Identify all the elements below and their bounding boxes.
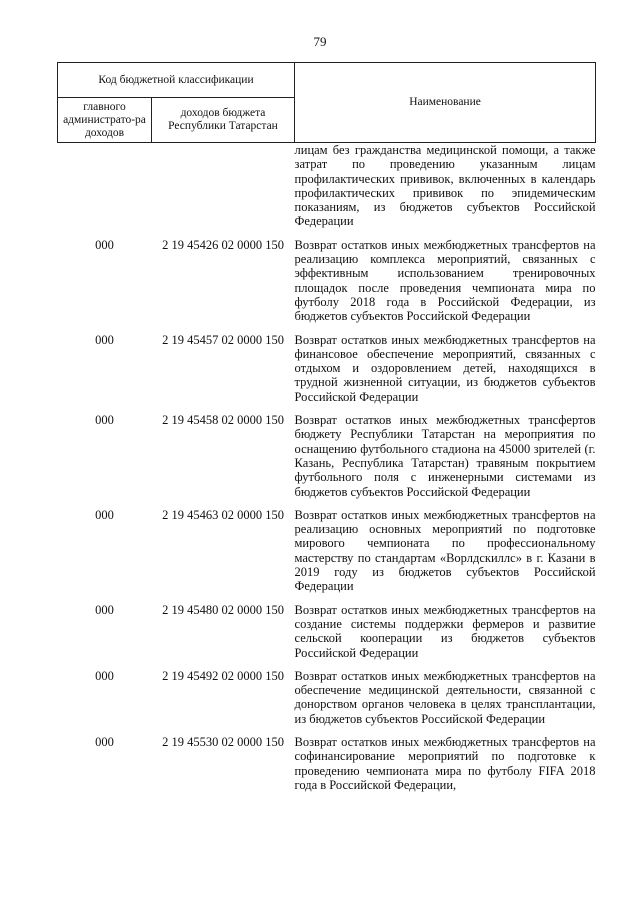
row-admin-code: 000: [95, 237, 114, 252]
row-revenue-code: 2 19 45530 02 0000 150: [162, 734, 284, 749]
row-revenue-code: 2 19 45458 02 0000 150: [162, 413, 284, 428]
table-row-continuation: [58, 143, 596, 238]
row-admin-code: 000: [95, 413, 114, 428]
row-admin-code: 000: [95, 332, 114, 347]
page-number: 79: [313, 34, 327, 49]
row-admin-code: 000: [95, 507, 114, 522]
table-row: [58, 508, 596, 603]
row-name: Возврат остатков иных межбюджетных трансфертов на финансовое обеспечение мероприятий, связанных с отдыхом и оздоровлением детей, находящихся в трудной жизненной ситуации, из бюджетов субъектов Российской Федерации: [294, 332, 596, 404]
table-row: [58, 413, 596, 508]
row-name: Возврат остатков иных межбюджетных трансфертов на обеспечение медицинской деятельности, связанной с донорством органов человека в целях трансплантации, из бюджетов субъектов Российской Федерации: [294, 668, 596, 726]
header-revenue: доходов бюджета Республики Татарстан: [152, 98, 295, 143]
row-revenue-code: 2 19 45492 02 0000 150: [162, 668, 284, 683]
row-name: Возврат остатков иных межбюджетных трансфертов бюджету Республики Татарстан на мероприятия по оснащению футбольного стадиона на 45000 зрителей (г. Казань, Республика Татарстан) травяным покрытием футбольного поля с инженерными системами из бюджетов субъектов Российской Федерации: [294, 413, 596, 499]
row-revenue-code: 2 19 45480 02 0000 150: [162, 602, 284, 617]
row-revenue-code: 2 19 45463 02 0000 150: [162, 507, 284, 522]
table-row: [58, 238, 596, 333]
row-admin-code: 000: [95, 668, 114, 683]
table-row: [58, 603, 596, 669]
header-admin: главного администрато-ра доходов: [58, 98, 152, 143]
budget-classification-table: [57, 62, 596, 801]
row-name: Возврат остатков иных межбюджетных трансфертов на создание системы поддержки фермеров и развитие сельской кооперации из бюджетов субъектов Российской Федерации: [294, 602, 596, 660]
row-name: Возврат остатков иных межбюджетных трансфертов на реализацию комплекса мероприятий, связанных с эффективным использованием тренировочных площадок после проведения чемпионата мира по футболу 2018 года в Российской Федерации, из бюджетов субъектов Российской Федерации: [294, 237, 596, 324]
header-budget-code: Код бюджетной классификации: [58, 63, 295, 98]
row-revenue-code: 2 19 45457 02 0000 150: [162, 332, 284, 347]
table-row: [58, 735, 596, 801]
table-row: [58, 669, 596, 735]
row-revenue-code: 2 19 45426 02 0000 150: [162, 237, 284, 252]
row-name: Возврат остатков иных межбюджетных трансфертов на софинансирование мероприятий по подготовке к проведению чемпионата мира по футболу FIFA 2018 года в Российской Федерации,: [294, 734, 596, 792]
row-admin-code: 000: [95, 734, 114, 749]
row-admin-code: 000: [95, 602, 114, 617]
row-name: лицам без гражданства медицинской помощи, а также затрат по проведению указанным лицам профилактических прививок, включенных в календарь профилактических прививок по эпидемическим показаниям, из бюджетов субъектов Российской Федерации: [294, 143, 596, 229]
header-name: Наименование: [295, 63, 596, 143]
table-row: [58, 333, 596, 413]
row-name: Возврат остатков иных межбюджетных трансфертов на реализацию основных мероприятий по подготовке мирового чемпионата по профессиональному мастерству по стандартам «Ворлдскиллс» в г. Казани в 2019 году из бюджетов субъектов Российской Федерации: [294, 507, 596, 594]
